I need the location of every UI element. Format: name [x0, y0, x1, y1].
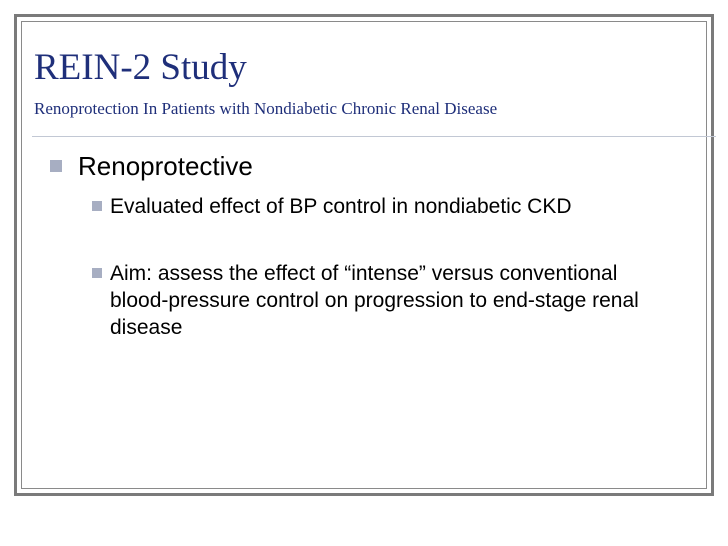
bullet-renoprotective — [50, 150, 253, 182]
bullet-text: Renoprotective — [78, 151, 253, 181]
sub-bullet-evaluated — [92, 193, 652, 220]
square-bullet-icon — [50, 160, 62, 172]
bullet-text: Evaluated effect of BP control in nondiabetic CKD — [110, 195, 572, 218]
bullet-text: Aim: assess the effect of “intense” versus conventional blood-pressure control on progression to end-stage renal disease — [110, 262, 639, 339]
sub-bullet-aim — [92, 260, 652, 341]
slide-title: REIN-2 Study — [34, 47, 247, 88]
square-bullet-icon — [92, 201, 102, 211]
square-bullet-icon — [92, 268, 102, 278]
slide-subtitle: Renoprotection In Patients with Nondiabetic Chronic Renal Disease — [34, 99, 498, 118]
title-divider — [32, 136, 716, 137]
